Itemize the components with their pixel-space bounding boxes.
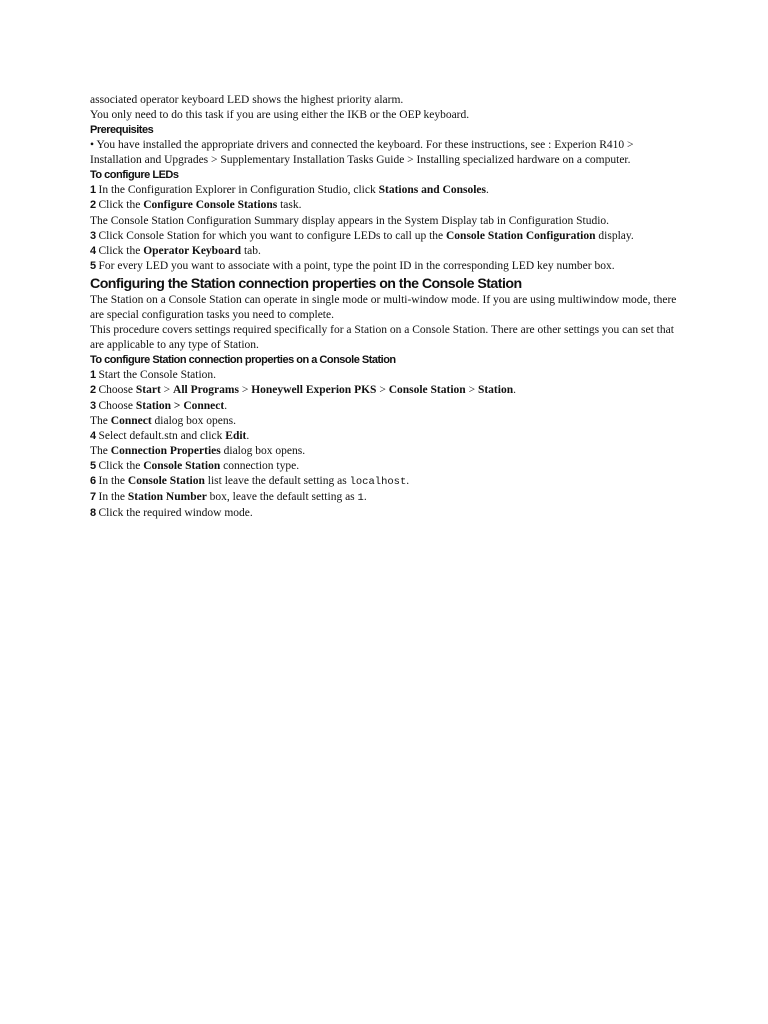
prerequisites-heading: Prerequisites (90, 124, 154, 137)
step-number: 7 (90, 491, 96, 504)
led-step-1: 1 In the Configuration Explorer in Configuration Studio, click Stations and Consoles. (90, 184, 489, 197)
configure-leds-heading: To configure LEDs (90, 169, 179, 182)
section-paragraph-1: The Station on a Console Station can operate in single mode or multi-window mode. If you are using multiwindow mode, there are special configuration tasks you need to complete. (90, 293, 677, 322)
station-step-3: 3 Choose Station > Connect. (90, 399, 228, 412)
document-page (90, 93, 680, 521)
led-step-4: 4 Click the Operator Keyboard tab. (90, 244, 261, 257)
intro-line-1: associated operator keyboard LED shows the highest priority alarm. (90, 94, 404, 106)
default-host-value: localhost (349, 475, 407, 488)
step-number: 4 (90, 244, 96, 257)
led-step-2: 2 Click the Configure Console Stations task. (90, 199, 302, 212)
led-step-5: 5 For every LED you want to associate with a point, type the point ID in the corresponding LED key number box. (90, 259, 615, 272)
step-number: 1 (90, 184, 96, 197)
step-number: 5 (90, 459, 96, 472)
step-number: 3 (90, 229, 96, 242)
station-step-4: 4 Select default.stn and click Edit. (90, 429, 250, 442)
station-step-4-note: The Connection Properties dialog box opens. (90, 444, 306, 457)
station-step-7: 7 In the Station Number box, leave the default setting as 1. (90, 491, 367, 505)
prerequisites-text: • You have installed the appropriate drivers and connected the keyboard. For these instructions, see : Experion R410 > Installation and Upgrades > Supplementary Installation Tasks Guide > Installing specialized hardware on a computer. (90, 139, 634, 167)
station-step-3-note: The Connect dialog box opens. (90, 414, 236, 427)
step-number: 5 (90, 259, 96, 272)
intro-line-2: You only need to do this task if you are using either the IKB or the OEP keyboard. (90, 109, 470, 122)
station-step-2: 2 Choose Start > All Programs > Honeywell Experion PKS > Console Station > Station. (90, 384, 516, 397)
led-step-2-note: The Console Station Configuration Summary display appears in the System Display tab in Configuration Studio. (90, 214, 610, 227)
step-number: 1 (90, 369, 96, 382)
step-number: 6 (90, 474, 96, 487)
configure-station-heading: To configure Station connection properties on a Console Station (90, 354, 396, 367)
station-step-5: 5 Click the Console Station connection type. (90, 459, 300, 472)
step-number: 2 (90, 384, 96, 397)
stations-and-consoles-link: Stations and Consoles (378, 184, 486, 197)
station-step-8: 8 Click the required window mode. (90, 507, 253, 520)
station-step-6: 6 In the Console Station list leave the default setting as localhost. (90, 474, 410, 488)
step-number: 8 (90, 507, 96, 520)
step-number: 3 (90, 399, 96, 412)
section-paragraph-2: This procedure covers settings required specifically for a Station on a Console Station. There are other settings you can set that are applicable to any type of Station. (90, 324, 674, 352)
section-title: Configuring the Station connection properties on the Console Station (90, 275, 522, 292)
step-number: 4 (90, 429, 96, 442)
led-step-3: 3 Click Console Station for which you want to configure LEDs to call up the Console Station Configuration display. (90, 229, 634, 242)
station-step-1: 1 Start the Console Station. (90, 369, 217, 382)
default-station-number-value: 1 (357, 492, 364, 505)
step-number: 2 (90, 199, 96, 212)
